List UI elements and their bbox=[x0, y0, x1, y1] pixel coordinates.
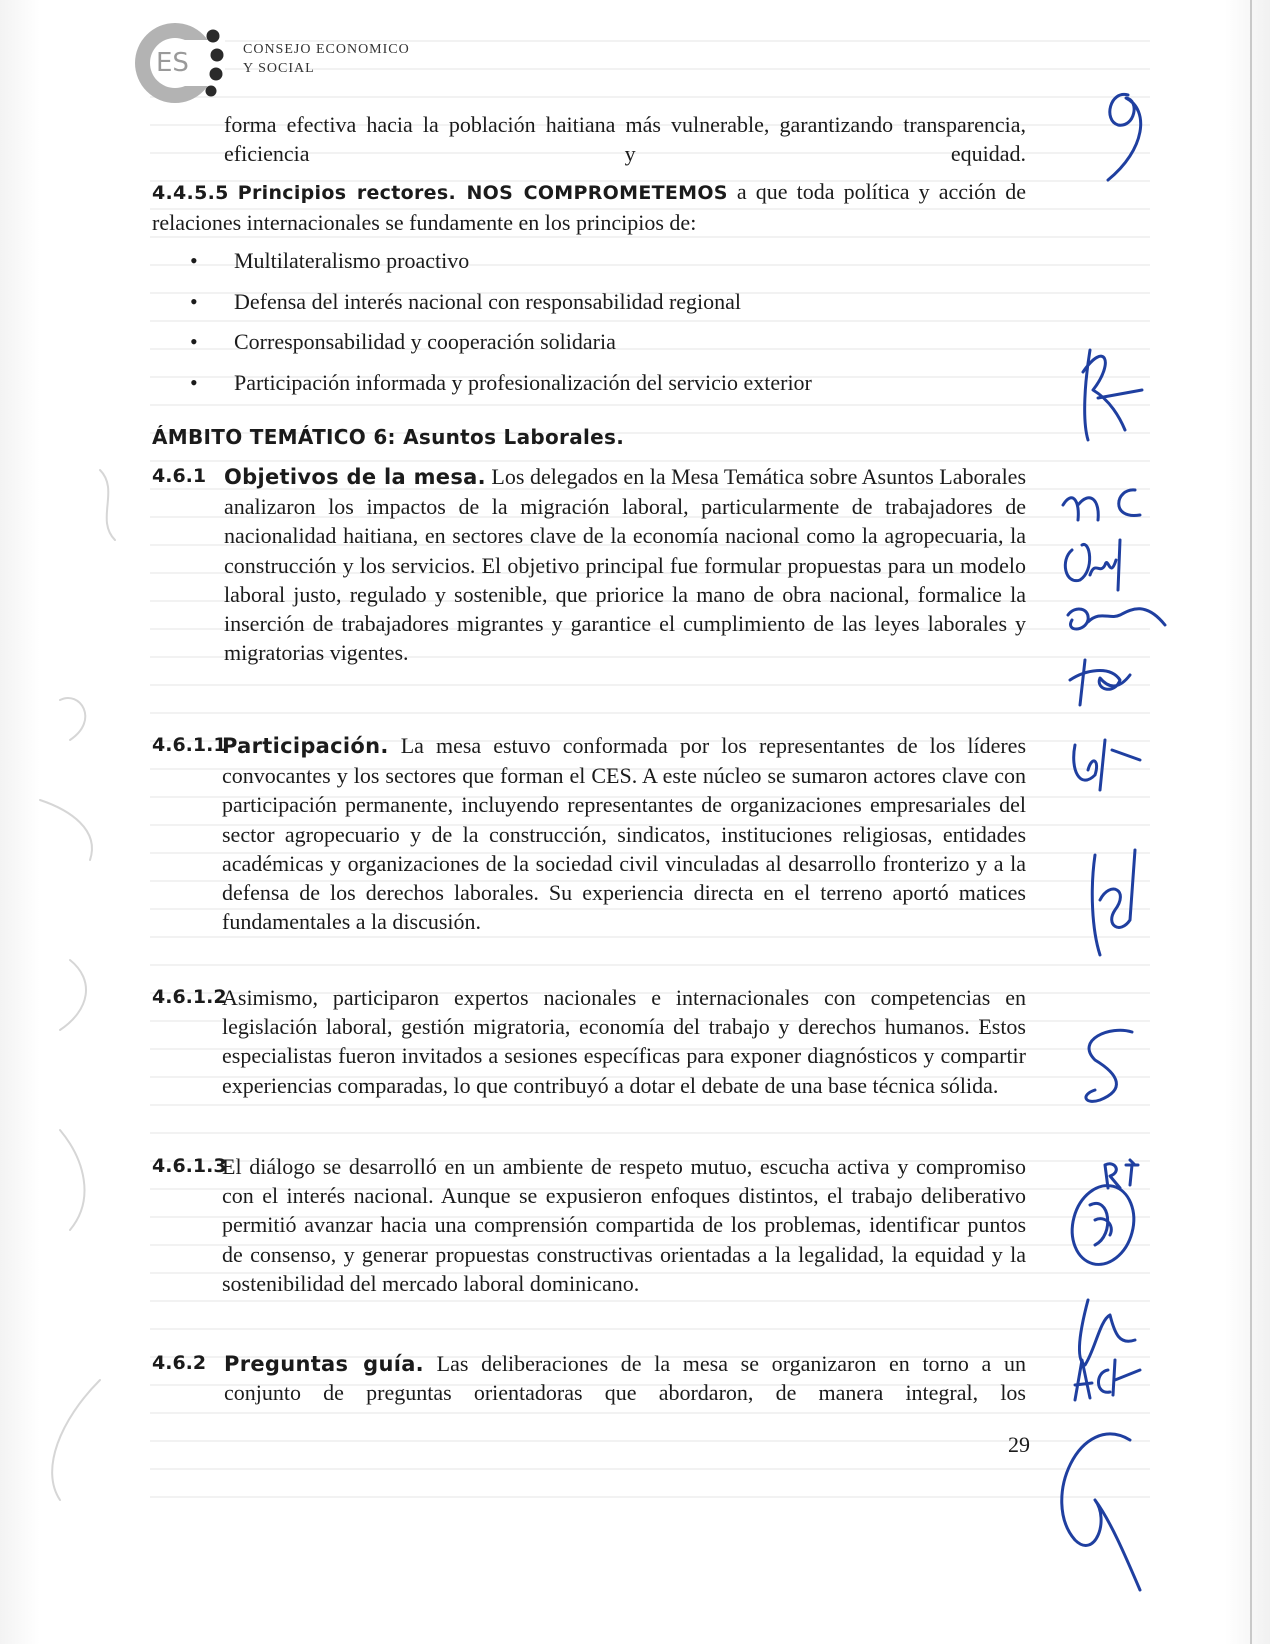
dialogue-paragraph: El diálogo se desarrolló en un ambiente de respeto mutuo, escucha activa y compromiso con el interés nacional. Aunque se expusieron enfoques distintos, el trabajo deliberativo permitió avanzar hacia una comprensión compartida de los problemas, identificar puntos de consenso, y generar propuestas constructivas orientadas a la legalidad, la equidad y la sostenibilidad del mercado laboral dominicano. bbox=[222, 1154, 1026, 1296]
faint-mark-icon bbox=[40, 800, 92, 860]
principles-list bbox=[190, 246, 812, 408]
principles-intro: a que toda política y acción de relaciones internacionales se fundamente en los principios de: bbox=[152, 179, 1026, 236]
objectives-text: Los delegados en la Mesa Temática sobre Asuntos Laborales analizaron los impactos de la migración laboral, particularmente de trabajadores de nacionalidad haitiana, en sectores clave de la economía nacional como la agropecuaria, la construcción y los servicios. El objetivo principal fue formular propuestas para un modelo laboral justo, regulado y sostenible, que priorice la mano de obra nacional, formalice la inserción de trabajadores migrantes y garantice el cumplimiento de las leyes laborales y migratorias vigentes. bbox=[224, 464, 1027, 666]
section-number: 4.6.1.1 bbox=[152, 734, 227, 756]
faint-mark-icon bbox=[100, 470, 115, 540]
org-name bbox=[243, 40, 410, 78]
principles-heading: Principios rectores. NOS COMPROMETEMOS bbox=[237, 182, 728, 204]
section-number: 4.6.2 bbox=[152, 1352, 207, 1374]
guide-questions-line2: conjunto de preguntas orientadoras que abordaron, de manera integral, los bbox=[224, 1380, 1026, 1405]
objectives-title: Objetivos de la mesa. bbox=[224, 465, 486, 489]
faint-mark-icon bbox=[60, 960, 86, 1030]
faint-mark-icon bbox=[60, 698, 85, 740]
section-number: 4.6.1.3 bbox=[152, 1155, 227, 1177]
experts-paragraph: Asimismo, participaron expertos nacionales e internacionales con competencias en legislación laboral, gestión migratoria, economía del trabajo y derechos humanos. Estos especialistas fueron invitados a sesiones específicas para exponer diagnósticos y compartir experiencias comparadas, lo que contribuyó a dotar el debate de una base técnica sólida. bbox=[222, 985, 1026, 1098]
principles-paragraph bbox=[152, 177, 1026, 237]
faint-mark-icon bbox=[60, 1130, 84, 1230]
list-item: • Defensa del interés nacional con responsabilidad regional bbox=[190, 288, 742, 314]
list-item: • Corresponsabilidad y cooperación solidaria bbox=[190, 329, 616, 354]
section-number: 4.6.1.2 bbox=[152, 986, 227, 1008]
list-item: • Participación informada y profesionalización del servicio exterior bbox=[190, 369, 812, 395]
org-name-line2: Y SOCIAL bbox=[243, 61, 315, 76]
org-name-line1: CONSEJO ECONOMICO bbox=[243, 42, 410, 57]
list-item: • Multilateralismo proactivo bbox=[190, 248, 470, 273]
participation-paragraph bbox=[222, 731, 1026, 936]
scan-edge-line bbox=[1250, 0, 1252, 1644]
guide-questions-line1: Preguntas guía. Las deliberaciones de la mesa se organizaron en torno a un bbox=[224, 1351, 1026, 1376]
guide-questions-title: Preguntas guía. bbox=[224, 1352, 424, 1376]
objectives-paragraph bbox=[224, 462, 1026, 667]
ces-logo-icon bbox=[130, 18, 240, 108]
participation-text: La mesa estuvo conformada por los representantes de los líderes convocantes y los sectores que forman el CES. A este núcleo se sumaron actores clave con participación permanente, incluyendo representantes de organizaciones empresariales del sector agropecuario y de la construcción, sindicatos, instituciones religiosas, entidades académicas y organizaciones de la sociedad civil vinculadas al desarrollo fronterizo y a la defensa de los derechos laborales. Su experiencia directa en el terreno aportó matices fundamentales a la discusión. bbox=[222, 733, 1027, 935]
faint-mark-icon bbox=[52, 1380, 100, 1500]
logo-letters: ES bbox=[156, 48, 189, 78]
ambito-heading: ÁMBITO TEMÁTICO 6: Asuntos Laborales. bbox=[152, 425, 625, 449]
section-number: 4.6.1 bbox=[152, 465, 207, 487]
section-number: 4.4.5.5 bbox=[152, 182, 229, 204]
page-number: 29 bbox=[1008, 1432, 1030, 1457]
continuation-paragraph: forma efectiva hacia la población haitiana más vulnerable, garantizando transparencia, eficiencia y equidad. bbox=[224, 112, 1026, 167]
participation-title: Participación. bbox=[222, 734, 389, 758]
